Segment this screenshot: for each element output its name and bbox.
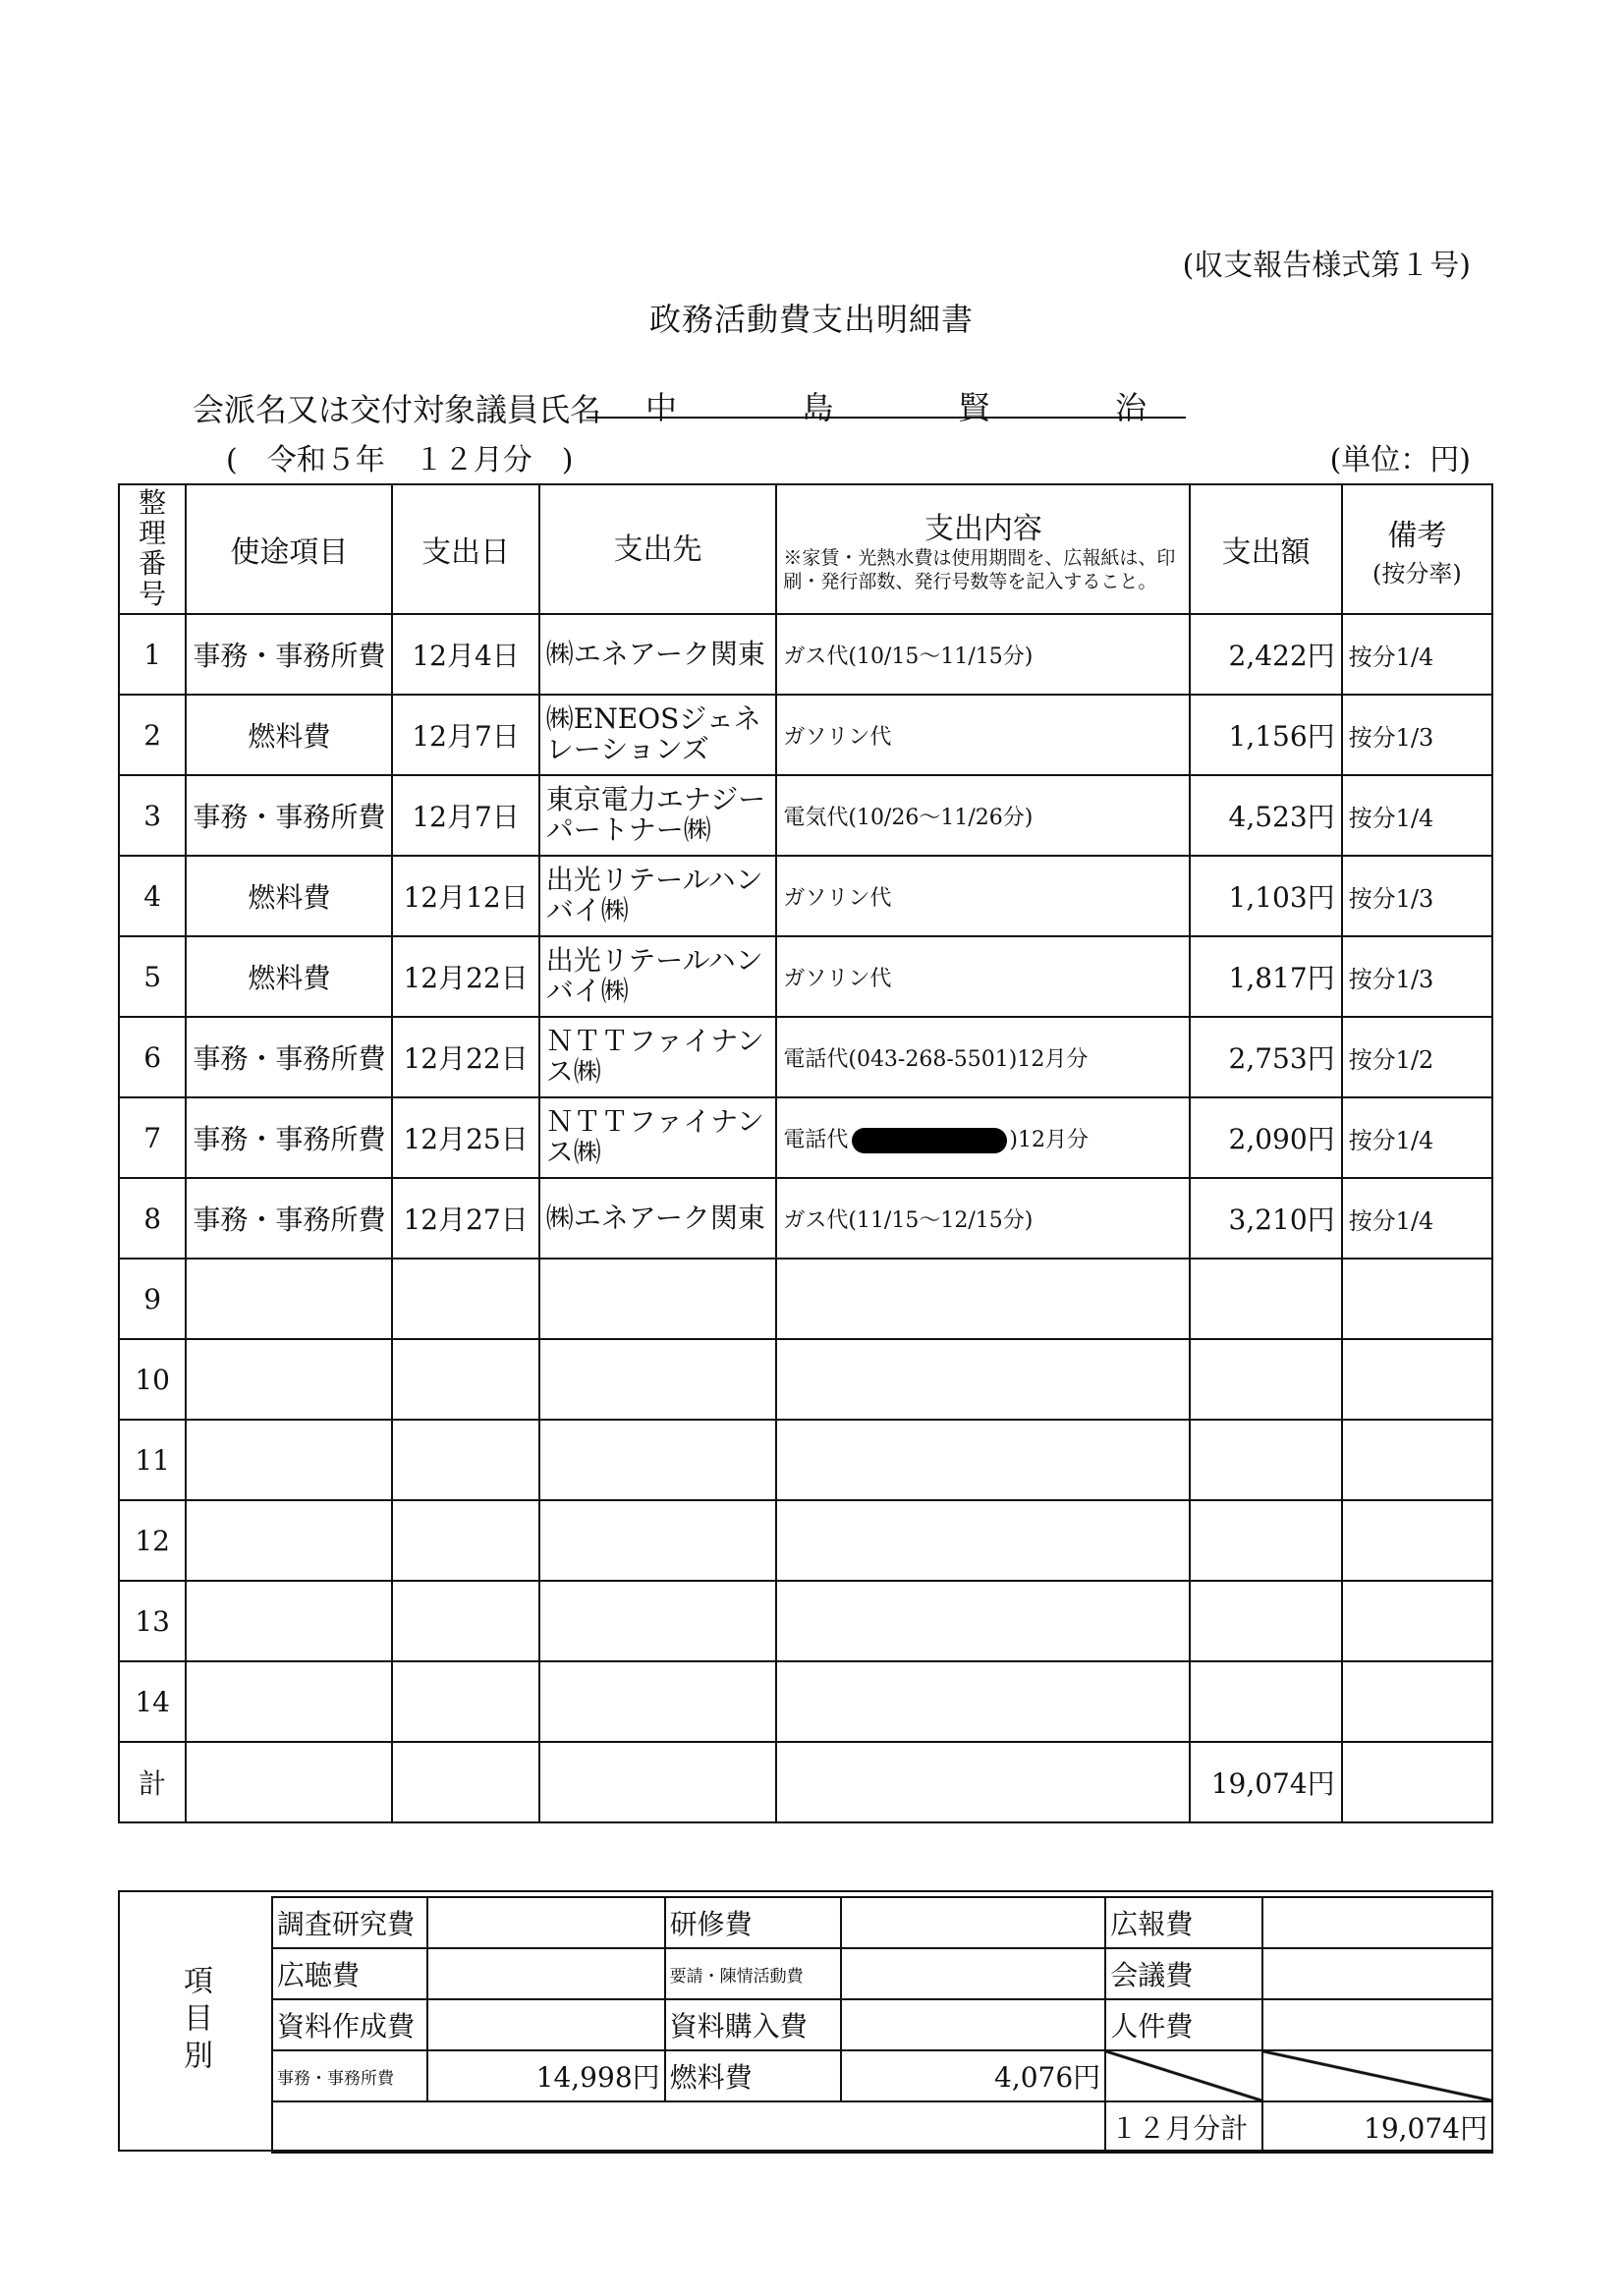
summary-value [841, 1999, 1105, 2050]
row-no: 11 [119, 1420, 186, 1500]
header-no: 整理番号 [119, 484, 186, 614]
table-row [119, 1581, 1492, 1661]
summary-fuel-amount: 4,076円 [841, 2050, 1105, 2101]
summary-office-amount: 14,998円 [427, 2050, 665, 2101]
row-empty [539, 1581, 777, 1661]
row-content: 電気代(10/26～11/26分) [776, 775, 1190, 856]
summary-label: 調査研究費 [272, 1897, 427, 1948]
row-date: 12月27日 [392, 1178, 538, 1259]
row-no: 8 [119, 1178, 186, 1259]
row-date: 12月25日 [392, 1097, 538, 1178]
row-remarks: 按分1/3 [1342, 856, 1492, 936]
row-remarks: 按分1/3 [1342, 695, 1492, 775]
summary-value [1262, 1999, 1492, 2050]
member-name-char: 賢 [958, 389, 990, 426]
row-empty [392, 1259, 538, 1339]
row-empty [1342, 1742, 1492, 1822]
row-no: 2 [119, 695, 186, 775]
row-content: ガス代(10/15～11/15分) [776, 614, 1190, 695]
row-category: 事務・事務所費 [186, 1178, 392, 1259]
table-row [119, 1178, 1492, 1259]
table-row [119, 1259, 1492, 1339]
row-empty [1190, 1339, 1341, 1420]
row-empty [776, 1581, 1190, 1661]
row-content-suffix: )12月分 [1009, 1127, 1089, 1152]
row-content: ガソリン代 [776, 856, 1190, 936]
row-empty [776, 1661, 1190, 1742]
row-empty [539, 1420, 777, 1500]
summary-value [841, 1948, 1105, 1999]
redaction-mark [852, 1128, 1007, 1153]
row-content: ガソリン代 [776, 936, 1190, 1017]
row-empty [539, 1259, 777, 1339]
row-payee: 出光リテールハンバイ㈱ [539, 936, 777, 1017]
summary-table [271, 1896, 1493, 2154]
month-total-label: １２月分計 [1105, 2101, 1262, 2153]
row-no: 1 [119, 614, 186, 695]
header-remarks [1342, 484, 1492, 614]
header-remarks-sub: (按分率) [1371, 559, 1462, 588]
row-empty [392, 1581, 538, 1661]
header-content [776, 484, 1190, 614]
row-amount: 4,523円 [1190, 775, 1341, 856]
row-payee: 出光リテールハンバイ㈱ [539, 856, 777, 936]
row-empty [539, 1500, 777, 1581]
member-name-char: 治 [1114, 389, 1147, 426]
row-category: 燃料費 [186, 695, 392, 775]
table-row [119, 1339, 1492, 1420]
row-category: 事務・事務所費 [186, 1097, 392, 1178]
table-row [119, 1017, 1492, 1097]
total-label: 計 [119, 1742, 186, 1822]
row-amount: 1,817円 [1190, 936, 1341, 1017]
row-empty [1190, 1420, 1341, 1500]
row-category: 事務・事務所費 [186, 775, 392, 856]
row-empty [186, 1661, 392, 1742]
summary-value [841, 1897, 1105, 1948]
table-row [119, 775, 1492, 856]
row-amount: 1,103円 [1190, 856, 1341, 936]
row-no: 12 [119, 1500, 186, 1581]
header-content-title: 支出内容 [923, 512, 1042, 547]
row-empty [1342, 1339, 1492, 1420]
member-name [587, 383, 1186, 426]
summary-label: 研修費 [665, 1897, 842, 1948]
header-remarks-title: 備考 [1387, 518, 1447, 553]
table-row [119, 695, 1492, 775]
header-category: 使途項目 [186, 484, 392, 614]
row-date: 12月22日 [392, 936, 538, 1017]
summary-label: 人件費 [1105, 1999, 1262, 2050]
row-empty [186, 1259, 392, 1339]
row-no: 9 [119, 1259, 186, 1339]
row-no: 3 [119, 775, 186, 856]
row-amount: 2,422円 [1190, 614, 1341, 695]
row-category: 事務・事務所費 [186, 1017, 392, 1097]
row-empty [1342, 1661, 1492, 1742]
row-date: 12月22日 [392, 1017, 538, 1097]
summary-label: 資料購入費 [665, 1999, 842, 2050]
row-date: 12月7日 [392, 775, 538, 856]
row-payee: ㈱エネアーク関東 [539, 1178, 777, 1259]
row-amount: 2,753円 [1190, 1017, 1341, 1097]
row-empty [1190, 1581, 1341, 1661]
row-empty [392, 1742, 538, 1822]
row-no: 4 [119, 856, 186, 936]
row-no: 5 [119, 936, 186, 1017]
summary-row [272, 1897, 1492, 1948]
row-no: 14 [119, 1661, 186, 1742]
row-payee: ＮＴＴファイナンス㈱ [539, 1097, 777, 1178]
expense-table [118, 483, 1493, 1823]
table-row [119, 1420, 1492, 1500]
row-date: 12月7日 [392, 695, 538, 775]
summary-row [272, 1999, 1492, 2050]
row-empty [776, 1500, 1190, 1581]
month-total-amount: 19,074円 [1262, 2101, 1492, 2153]
summary-blank [272, 2101, 1105, 2153]
row-empty [186, 1339, 392, 1420]
row-payee: ＮＴＴファイナンス㈱ [539, 1017, 777, 1097]
form-number: (収支報告様式第１号) [1182, 249, 1471, 283]
diagonal-cell [1262, 2050, 1492, 2101]
row-payee: ㈱ENEOSジェネレーションズ [539, 695, 777, 775]
summary-value [427, 1897, 665, 1948]
row-category: 事務・事務所費 [186, 614, 392, 695]
row-no: 10 [119, 1339, 186, 1420]
table-row [119, 1661, 1492, 1742]
row-empty [776, 1742, 1190, 1822]
summary-value [1262, 1948, 1492, 1999]
summary-label: 広聴費 [272, 1948, 427, 1999]
table-row [119, 936, 1492, 1017]
row-empty [392, 1420, 538, 1500]
summary-value [427, 1999, 665, 2050]
table-row [119, 614, 1492, 695]
row-category: 燃料費 [186, 936, 392, 1017]
row-empty [1342, 1420, 1492, 1500]
member-name-char: 中 [645, 389, 678, 426]
total-row [119, 1742, 1492, 1822]
header-amount: 支出額 [1190, 484, 1341, 614]
row-payee: 東京電力エナジーパートナー㈱ [539, 775, 777, 856]
row-content: ガス代(11/15～12/15分) [776, 1178, 1190, 1259]
row-empty [539, 1661, 777, 1742]
row-empty [392, 1339, 538, 1420]
row-empty [186, 1420, 392, 1500]
summary-label: 広報費 [1105, 1897, 1262, 1948]
row-empty [392, 1661, 538, 1742]
summary-row [272, 2050, 1492, 2101]
row-amount: 1,156円 [1190, 695, 1341, 775]
member-name-char: 島 [802, 389, 834, 426]
row-empty [186, 1500, 392, 1581]
row-remarks: 按分1/4 [1342, 614, 1492, 695]
row-empty [186, 1742, 392, 1822]
row-remarks: 按分1/2 [1342, 1017, 1492, 1097]
row-payee: ㈱エネアーク関東 [539, 614, 777, 695]
row-amount: 2,090円 [1190, 1097, 1341, 1178]
page-title: 政務活動費支出明細書 [648, 301, 974, 338]
row-content: ガソリン代 [776, 695, 1190, 775]
table-row [119, 1500, 1492, 1581]
row-empty [1342, 1500, 1492, 1581]
row-empty [1190, 1500, 1341, 1581]
summary-side-label [118, 1890, 271, 2152]
table-row [119, 856, 1492, 936]
row-empty [392, 1500, 538, 1581]
row-remarks: 按分1/4 [1342, 1178, 1492, 1259]
header-date: 支出日 [392, 484, 538, 614]
row-amount: 3,210円 [1190, 1178, 1341, 1259]
row-empty [1342, 1581, 1492, 1661]
summary-label: 要請・陳情活動費 [665, 1948, 842, 1999]
row-empty [776, 1420, 1190, 1500]
diagonal-cell [1105, 2050, 1262, 2101]
summary-label: 会議費 [1105, 1948, 1262, 1999]
summary-value [427, 1948, 665, 1999]
table-header-row [119, 484, 1492, 614]
row-empty [1190, 1661, 1341, 1742]
table-row [119, 1097, 1492, 1178]
row-empty [539, 1742, 777, 1822]
summary-label: 事務・事務所費 [272, 2050, 427, 2101]
row-empty [776, 1259, 1190, 1339]
summary-label: 資料作成費 [272, 1999, 427, 2050]
row-category: 燃料費 [186, 856, 392, 936]
row-no: 13 [119, 1581, 186, 1661]
summary-label: 燃料費 [665, 2050, 842, 2101]
row-no: 7 [119, 1097, 186, 1178]
row-remarks: 按分1/3 [1342, 936, 1492, 1017]
member-label: 会派名又は交付対象議員氏名 [193, 391, 602, 428]
row-remarks: 按分1/4 [1342, 775, 1492, 856]
header-payee: 支出先 [539, 484, 777, 614]
unit-label: (単位：円) [1329, 443, 1471, 477]
total-amount: 19,074円 [1190, 1742, 1341, 1822]
summary-value [1262, 1897, 1492, 1948]
summary-row [272, 1948, 1492, 1999]
header-content-note: ※家賃・光熱水費は使用期間を、広報紙は、印刷・発行部数、発行号数等を記入すること。 [783, 547, 1176, 592]
row-empty [776, 1339, 1190, 1420]
row-date: 12月4日 [392, 614, 538, 695]
row-date: 12月12日 [392, 856, 538, 936]
period: ( 令和５年 １２月分 ) [226, 443, 574, 477]
row-empty [1190, 1259, 1341, 1339]
row-remarks: 按分1/4 [1342, 1097, 1492, 1178]
row-content [776, 1097, 1190, 1178]
row-empty [539, 1339, 777, 1420]
summary-row [272, 2101, 1492, 2153]
row-empty [1342, 1259, 1492, 1339]
summary-side-text: 項目別 [178, 1965, 212, 2077]
row-content: 電話代(043-268-5501)12月分 [776, 1017, 1190, 1097]
row-empty [186, 1581, 392, 1661]
row-no: 6 [119, 1017, 186, 1097]
row-content-prefix: 電話代 [783, 1127, 849, 1152]
